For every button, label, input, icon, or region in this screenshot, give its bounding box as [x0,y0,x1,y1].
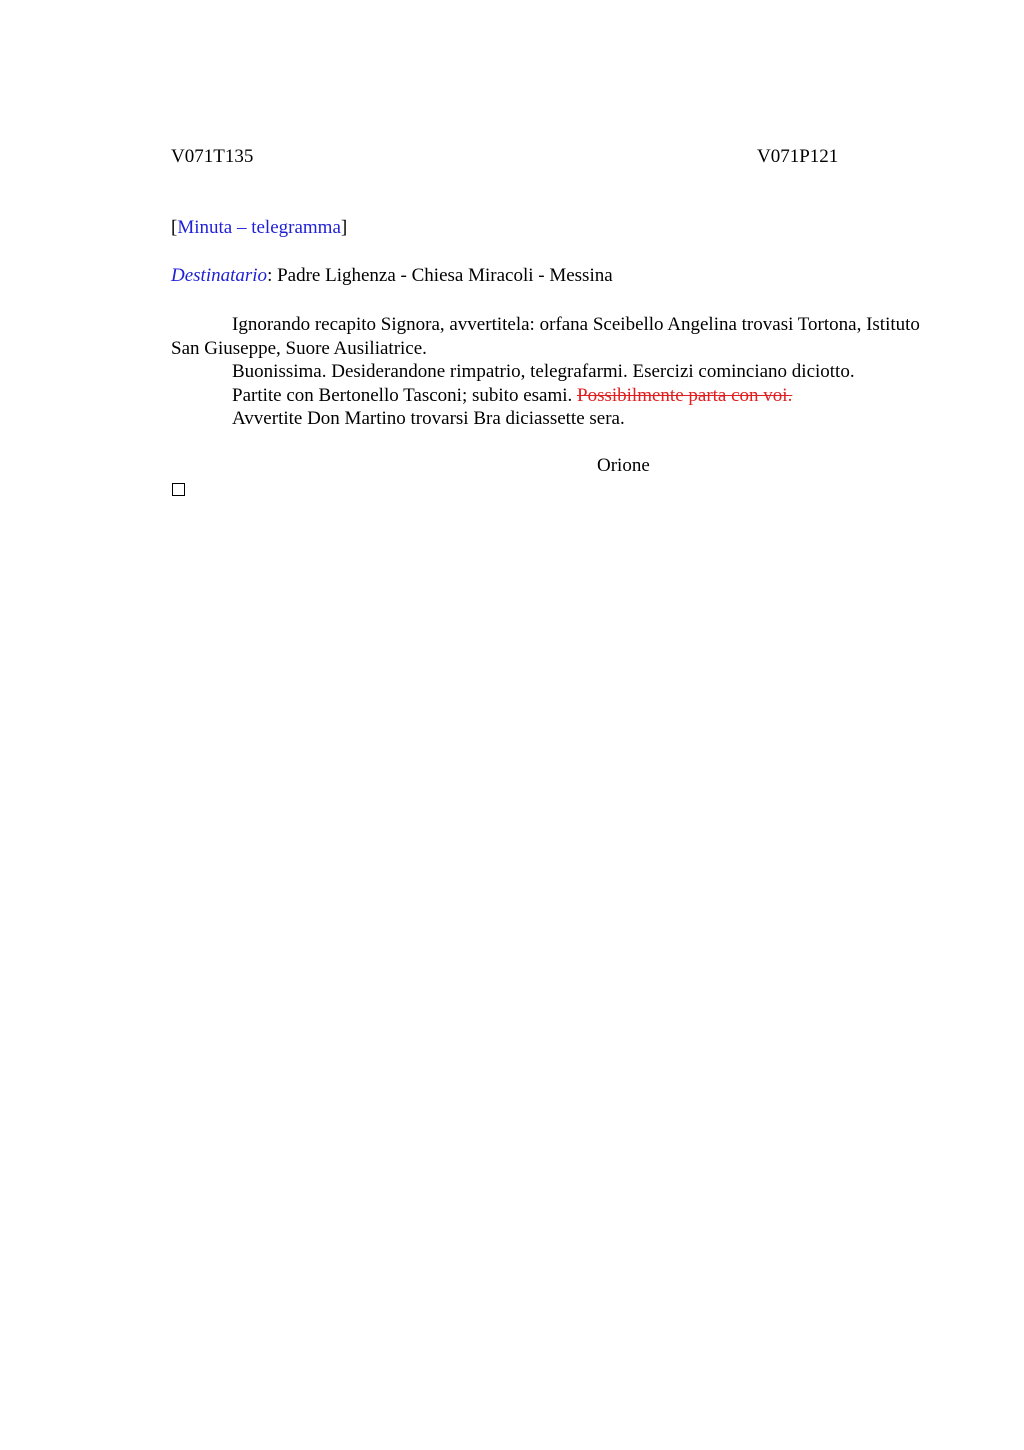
document-type-label: Minuta – telegramma [177,217,341,238]
paragraph-3-text: Partite con Bertonello Tasconi; subito esami. [232,384,578,406]
bracket-close: ] [340,217,348,238]
signature: Orione [597,455,650,476]
bracket-open: [ [171,217,178,238]
paragraph-1: Ignorando recapito Signora, avvertitela: orfana Sceibello Angelina trovasi Tortona, Istituto San Giuseppe, Suore Ausiliatrice. [171,314,920,359]
paragraph-3 [171,384,931,408]
recipient-separator: : [267,265,278,286]
document-type [171,217,347,239]
recipient-value: Padre Lighenza - Chiesa Miracoli - Messina [277,265,613,286]
document-code-right: V071P121 [757,146,839,167]
paragraph-4: Avvertite Don Martino trovarsi Bra diciassette sera. [232,408,625,430]
recipient-line [171,265,613,287]
paragraph-2: Buonissima. Desiderandone rimpatrio, telegrafarmi. Esercizi cominciano diciotto. [232,361,855,383]
telegram-body [171,313,931,431]
deleted-text: Possibilmente parta con voi. [577,384,793,406]
square-marker-icon [172,483,185,496]
recipient-label: Destinatario [171,265,268,286]
document-code-left: V071T135 [171,146,254,167]
